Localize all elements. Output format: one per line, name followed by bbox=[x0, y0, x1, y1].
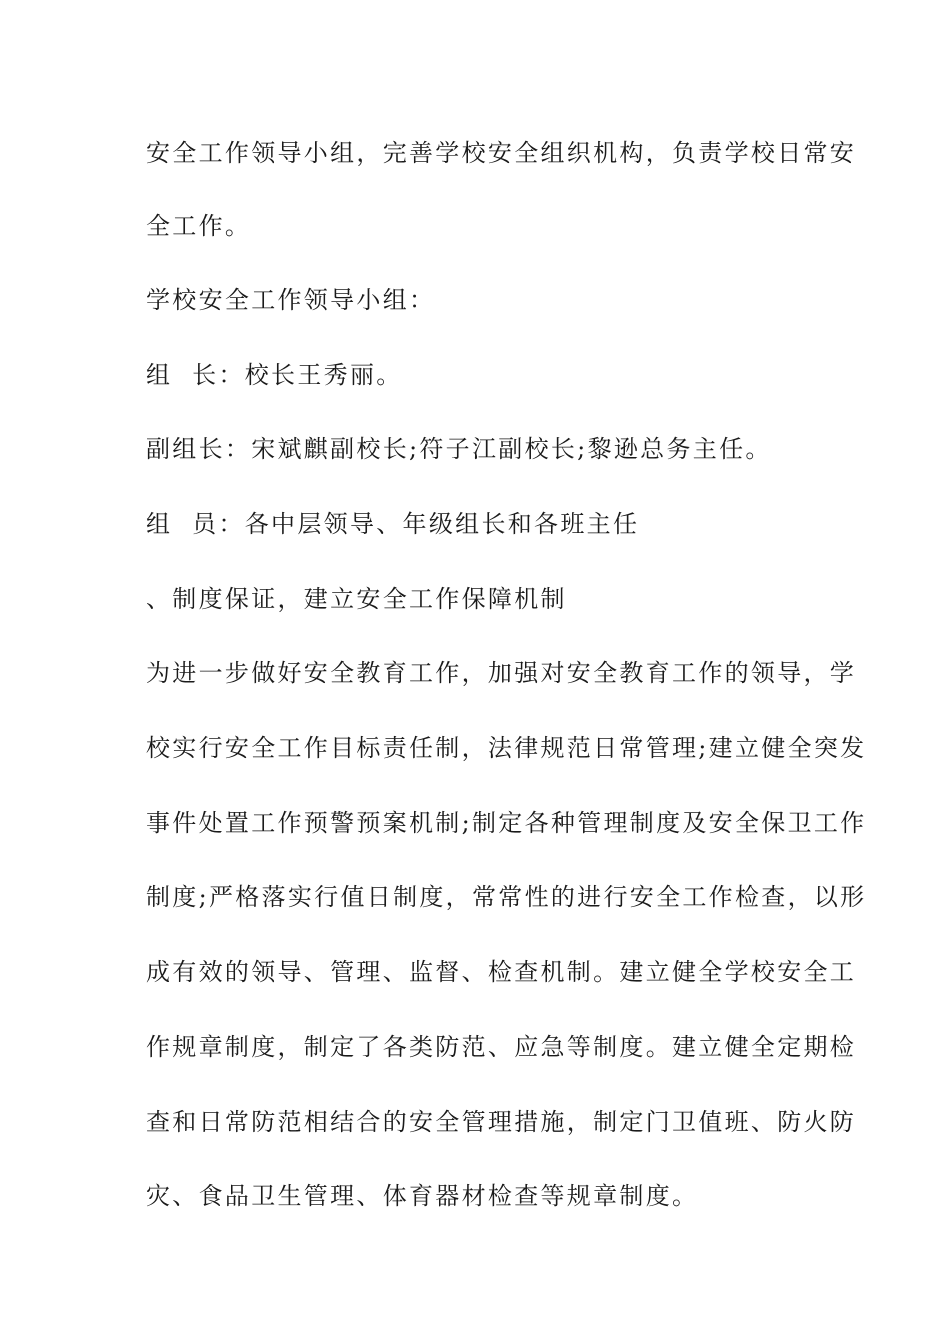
paragraph-line: 灾、食品卫生管理、体育器材检查等规章制度。 bbox=[146, 1182, 699, 1210]
paragraph-line: 作规章制度，制定了各类防范、应急等制度。建立健全定期检 bbox=[146, 1033, 857, 1061]
deputy-leader-line: 副组长：宋斌麒副校长;符子江副校长;黎逊总务主任。 bbox=[146, 435, 772, 463]
paragraph-line: 制度;严格落实行值日制度，常常性的进行安全工作检查，以形 bbox=[146, 883, 867, 911]
members-line: 组 员：各中层领导、年级组长和各班主任 bbox=[146, 510, 640, 538]
text-line: 全工作。 bbox=[146, 212, 252, 240]
section-heading: 、制度保证，建立安全工作保障机制 bbox=[146, 585, 567, 613]
paragraph-line: 查和日常防范相结合的安全管理措施，制定门卫值班、防火防 bbox=[146, 1108, 857, 1136]
section-heading: 学校安全工作领导小组： bbox=[146, 286, 436, 314]
leader-line: 组 长：校长王秀丽。 bbox=[146, 361, 403, 389]
paragraph-line: 校实行安全工作目标责任制，法律规范日常管理;建立健全突发 bbox=[146, 734, 867, 762]
paragraph-line: 事件处置工作预警预案机制;制定各种管理制度及安全保卫工作 bbox=[146, 809, 867, 837]
paragraph-line: 为进一步做好安全教育工作，加强对安全教育工作的领导，学 bbox=[146, 659, 857, 687]
paragraph-line: 成有效的领导、管理、监督、检查机制。建立健全学校安全工 bbox=[146, 958, 857, 986]
text-line: 安全工作领导小组，完善学校安全组织机构，负责学校日常安 bbox=[146, 139, 857, 167]
